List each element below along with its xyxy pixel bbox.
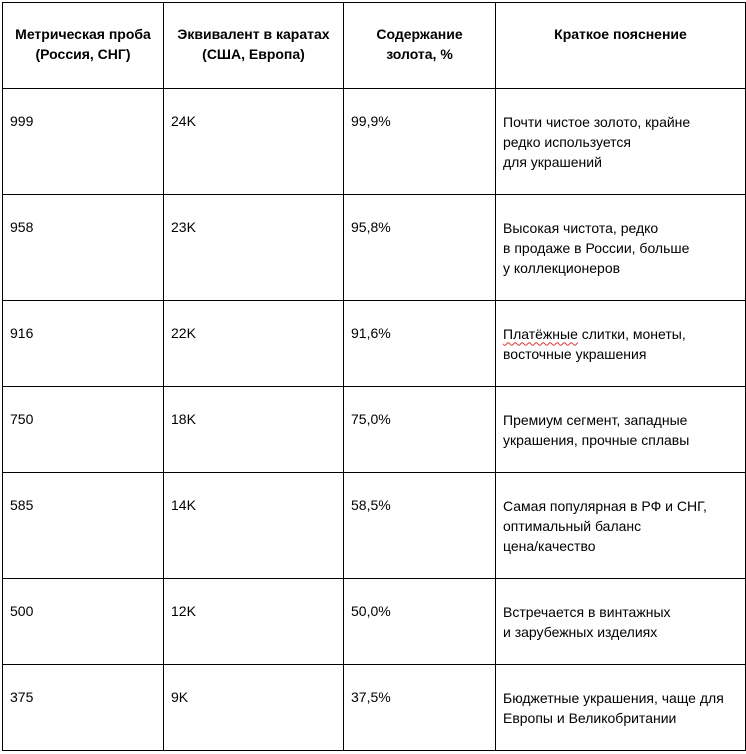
- cell-description: Платёжные слитки, монеты, восточные украшения: [496, 301, 746, 387]
- table-row: [3, 579, 746, 665]
- cell-proba: 500: [3, 579, 164, 665]
- cell-proba: 916: [3, 301, 164, 387]
- table-row: [3, 195, 746, 301]
- table-row: [3, 301, 746, 387]
- cell-gold-percent: 50,0%: [344, 579, 496, 665]
- cell-gold-percent: 37,5%: [344, 665, 496, 751]
- table-row: [3, 665, 746, 751]
- cell-description: Почти чистое золото, крайне редко используется для украшений: [496, 89, 746, 195]
- table-row: [3, 387, 746, 473]
- spellcheck-underlined-word: Платёжные: [503, 325, 578, 342]
- cell-gold-percent: 58,5%: [344, 473, 496, 579]
- header-karat-equivalent: Эквивалент в каратах (США, Европа): [164, 3, 344, 89]
- gold-purity-table: [2, 2, 746, 751]
- cell-karat: 23K: [164, 195, 344, 301]
- header-metric-proba: Метрическая проба (Россия, СНГ): [3, 3, 164, 89]
- cell-karat: 12K: [164, 579, 344, 665]
- header-gold-content: Содержание золота, %: [344, 3, 496, 89]
- cell-gold-percent: 95,8%: [344, 195, 496, 301]
- table-header-row: [3, 3, 746, 89]
- cell-gold-percent: 75,0%: [344, 387, 496, 473]
- cell-karat: 24K: [164, 89, 344, 195]
- cell-karat: 18K: [164, 387, 344, 473]
- cell-karat: 22K: [164, 301, 344, 387]
- cell-karat: 9K: [164, 665, 344, 751]
- cell-description: Высокая чистота, редко в продаже в России, больше у коллекционеров: [496, 195, 746, 301]
- cell-proba: 958: [3, 195, 164, 301]
- cell-description: Встречается в винтажных и зарубежных изделиях: [496, 579, 746, 665]
- header-description: Краткое пояснение: [496, 3, 746, 89]
- cell-proba: 999: [3, 89, 164, 195]
- table-row: [3, 89, 746, 195]
- cell-proba: 750: [3, 387, 164, 473]
- cell-gold-percent: 99,9%: [344, 89, 496, 195]
- cell-description: Самая популярная в РФ и СНГ, оптимальный баланс цена/качество: [496, 473, 746, 579]
- cell-proba: 375: [3, 665, 164, 751]
- cell-gold-percent: 91,6%: [344, 301, 496, 387]
- table-row: [3, 473, 746, 579]
- cell-karat: 14K: [164, 473, 344, 579]
- cell-description: Бюджетные украшения, чаще для Европы и Великобритании: [496, 665, 746, 751]
- cell-proba: 585: [3, 473, 164, 579]
- cell-description: Премиум сегмент, западные украшения, прочные сплавы: [496, 387, 746, 473]
